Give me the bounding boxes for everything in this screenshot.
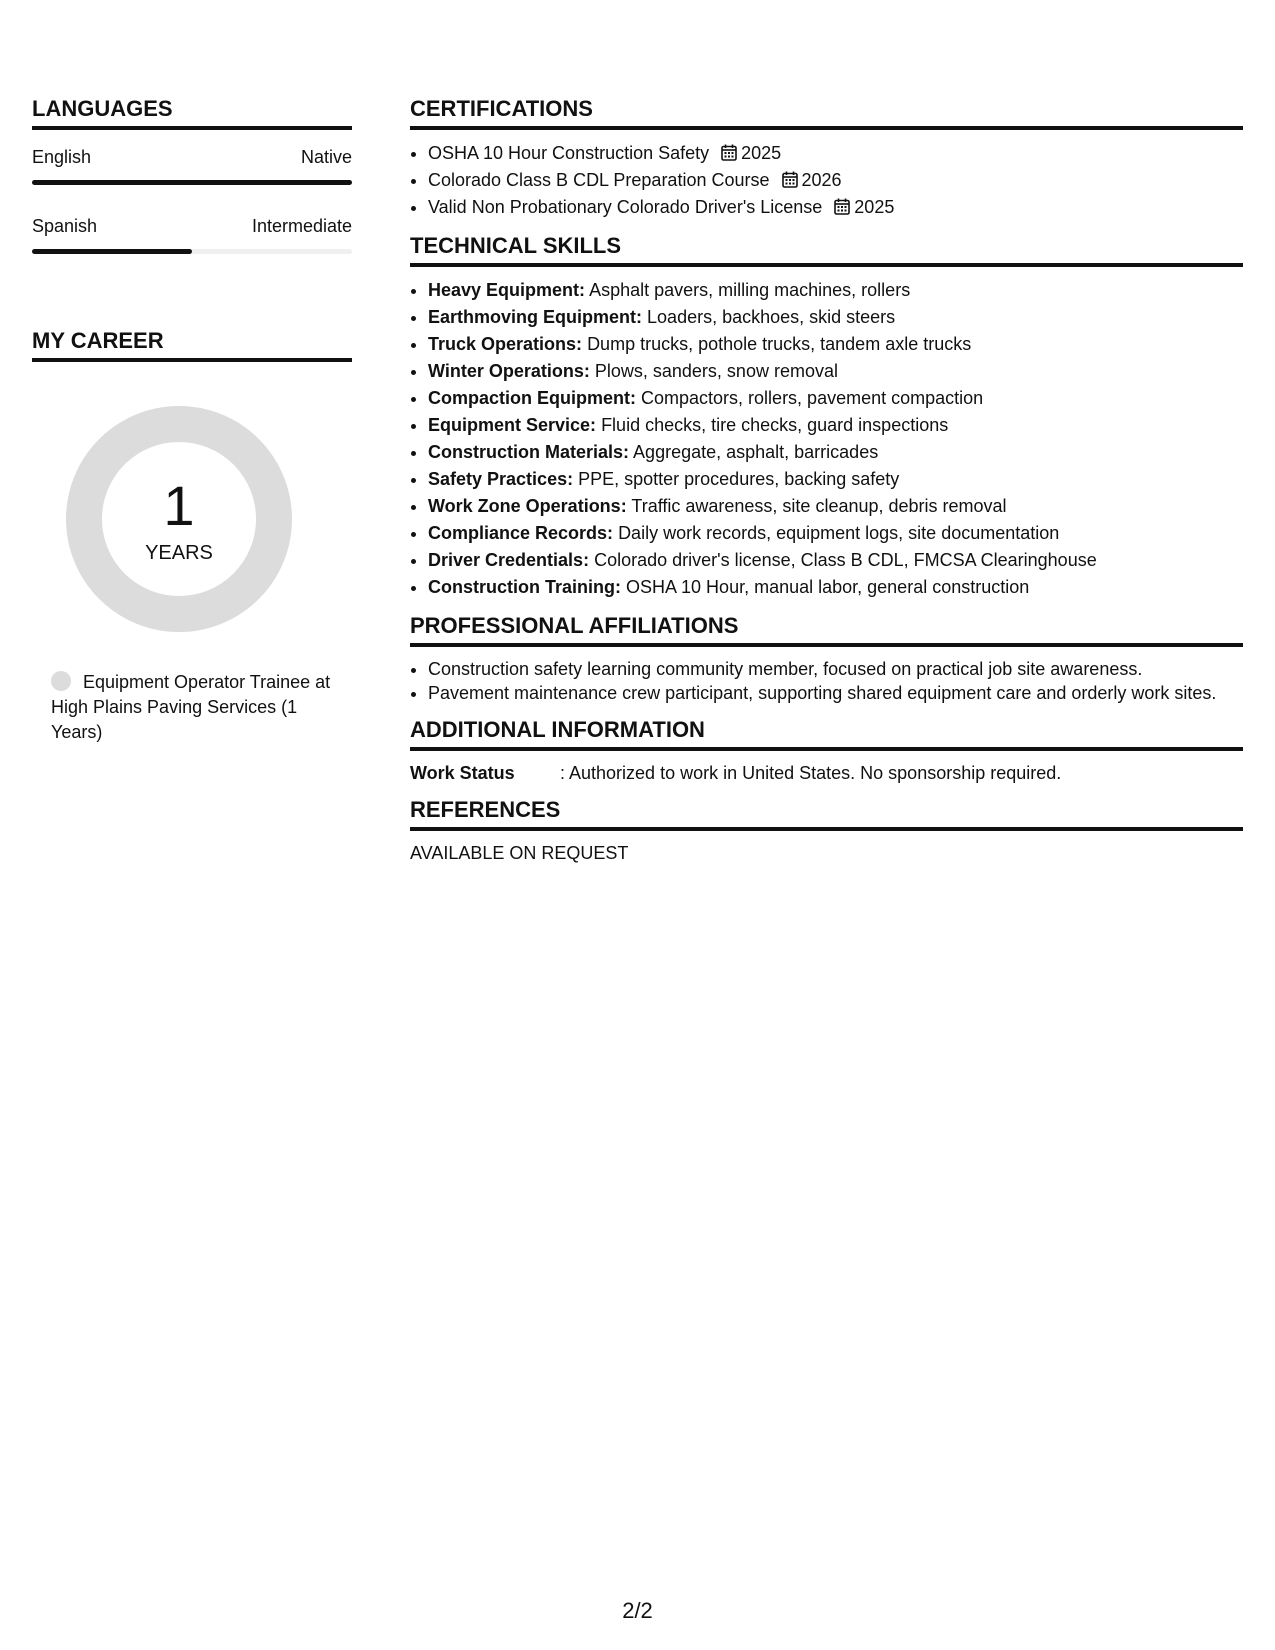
certifications-heading: CERTIFICATIONS: [410, 96, 1243, 130]
skill-item: [428, 439, 1243, 466]
calendar-icon: [721, 144, 737, 161]
technical-skills-list: [410, 277, 1243, 601]
certification-year: 2026: [801, 170, 842, 190]
skill-text: Aggregate, asphalt, barricades: [633, 442, 879, 462]
skill-item: [428, 574, 1243, 601]
skill-label: Compaction Equipment:: [428, 388, 636, 408]
career-years-unit: YEARS: [145, 542, 213, 564]
technical-skills-section: [410, 233, 1243, 601]
skill-label: Earthmoving Equipment:: [428, 307, 643, 327]
language-proficiency-fill: [32, 249, 192, 254]
skill-item: [428, 385, 1243, 412]
skill-item: [428, 493, 1243, 520]
certification-item: [428, 194, 1243, 221]
skill-text: OSHA 10 Hour, manual labor, general construction: [626, 577, 1030, 597]
skill-label: Truck Operations:: [428, 334, 583, 354]
skill-label: Work Zone Operations:: [428, 496, 627, 516]
career-item-text: Equipment Operator Trainee at High Plains Paving Services (1 Years): [51, 672, 331, 742]
language-proficiency-fill: [32, 180, 352, 185]
affiliation-item: • Construction safety learning community member, focused on practical job site awareness.: [428, 657, 1243, 681]
skill-item: [428, 358, 1243, 385]
skill-item: [428, 412, 1243, 439]
skill-label: Safety Practices:: [428, 469, 574, 489]
timeline-dot-icon: [51, 671, 71, 691]
certification-year: 2025: [741, 143, 782, 163]
additional-info-section: [410, 717, 1243, 785]
skill-item: [428, 466, 1243, 493]
skill-text: PPE, spotter procedures, backing safety: [578, 469, 900, 489]
language-proficiency-bar: [32, 249, 352, 254]
skill-text: Plows, sanders, snow removal: [594, 361, 838, 381]
career-item: [51, 670, 336, 745]
skill-text: Traffic awareness, site cleanup, debris removal: [631, 496, 1007, 516]
language-name: Spanish: [32, 216, 98, 236]
languages-heading: LANGUAGES: [32, 96, 352, 130]
languages-section: [32, 96, 352, 254]
language-item: [32, 215, 352, 254]
skill-text: Daily work records, equipment logs, site documentation: [618, 523, 1060, 543]
work-status-label: Work Status: [410, 763, 515, 783]
skill-label: Equipment Service:: [428, 415, 597, 435]
certification-name: Colorado Class B CDL Preparation Course: [428, 170, 770, 190]
career-years-value: 1: [163, 474, 195, 537]
skill-label: Heavy Equipment:: [428, 280, 586, 300]
affiliations-section: [410, 613, 1243, 705]
language-item: [32, 146, 352, 185]
references-section: [410, 797, 1243, 865]
affiliations-list: [410, 657, 1243, 705]
technical-skills-heading: TECHNICAL SKILLS: [410, 233, 1243, 267]
right-column: [410, 96, 1243, 877]
skill-label: Winter Operations:: [428, 361, 590, 381]
certification-name: OSHA 10 Hour Construction Safety: [428, 143, 710, 163]
skill-label: Driver Credentials:: [428, 550, 590, 570]
language-level: Intermediate: [251, 216, 352, 236]
certification-year: 2025: [854, 197, 895, 217]
skill-text: Compactors, rollers, pavement compaction: [641, 388, 984, 408]
language-name: English: [32, 147, 92, 167]
skill-text: Loaders, backhoes, skid steers: [647, 307, 896, 327]
skill-label: Construction Training:: [428, 577, 621, 597]
skill-text: Asphalt pavers, milling machines, rollers: [589, 280, 911, 300]
calendar-icon: [834, 198, 850, 215]
skill-label: Construction Materials:: [428, 442, 630, 462]
page-number: 2/2: [622, 1598, 653, 1623]
certification-item: [428, 140, 1243, 167]
references-heading: REFERENCES: [410, 797, 1243, 831]
career-section: [32, 328, 352, 745]
certifications-section: [410, 96, 1243, 221]
skill-label: Compliance Records:: [428, 523, 614, 543]
certification-item: [428, 167, 1243, 194]
skill-item: [428, 520, 1243, 547]
references-text: AVAILABLE ON REQUEST: [410, 843, 629, 863]
skill-text: Colorado driver's license, Class B CDL, FMCSA Clearinghouse: [594, 550, 1097, 570]
certifications-list: [410, 140, 1243, 221]
skill-item: [428, 547, 1243, 574]
additional-info-heading: ADDITIONAL INFORMATION: [410, 717, 1243, 751]
language-level: Native: [300, 147, 352, 167]
left-column: [32, 96, 352, 745]
career-heading: MY CAREER: [32, 328, 352, 362]
skill-item: [428, 304, 1243, 331]
skill-item: [428, 331, 1243, 358]
career-years-donut: [66, 406, 292, 632]
calendar-icon: [782, 171, 798, 188]
certification-name: Valid Non Probationary Colorado Driver's License: [428, 197, 823, 217]
skill-item: [428, 277, 1243, 304]
affiliations-heading: PROFESSIONAL AFFILIATIONS: [410, 613, 1243, 647]
affiliation-item: • Pavement maintenance crew participant, supporting shared equipment care and orderly work sites.: [428, 681, 1243, 705]
skill-text: Dump trucks, pothole trucks, tandem axle trucks: [587, 334, 972, 354]
work-status-row: [410, 761, 1243, 785]
work-status-value: : Authorized to work in United States. No sponsorship required.: [560, 763, 1062, 783]
language-proficiency-bar: [32, 180, 352, 185]
skill-text: Fluid checks, tire checks, guard inspections: [601, 415, 949, 435]
